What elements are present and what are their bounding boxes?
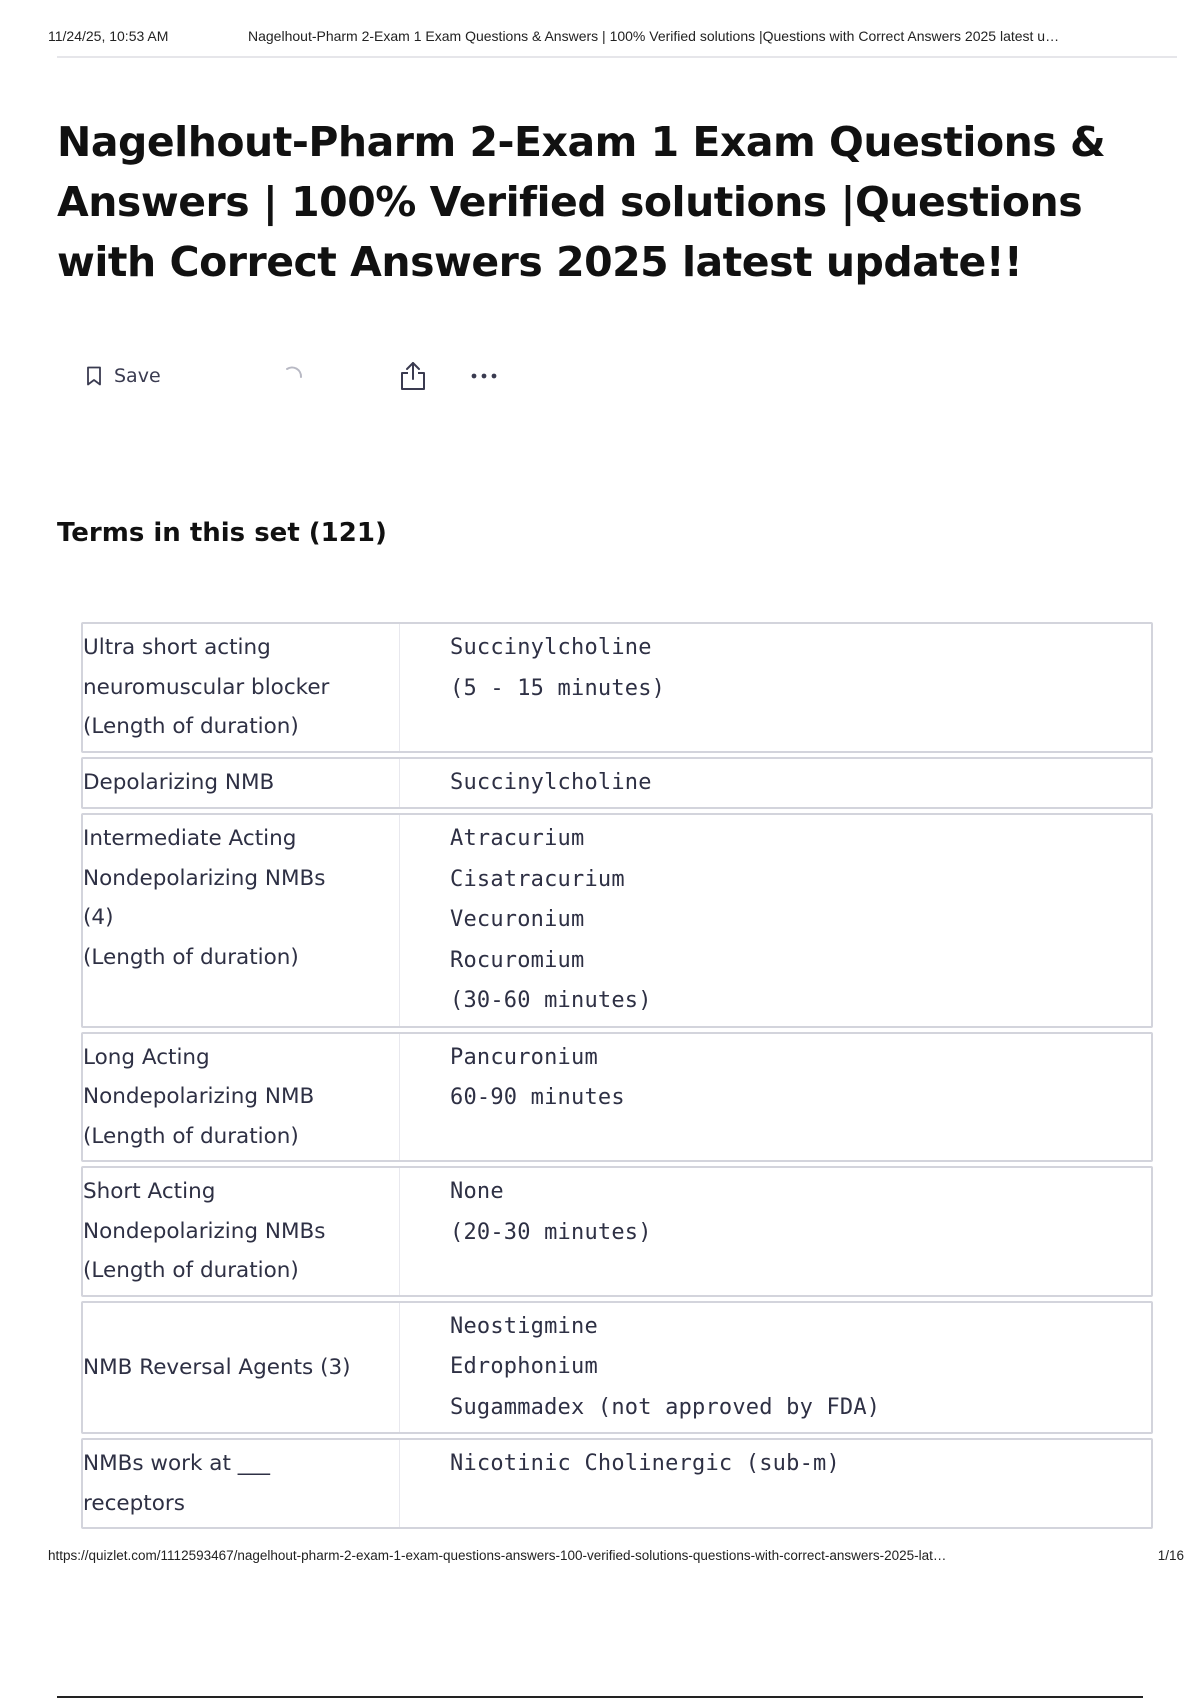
- page-number: 1/16: [1157, 1548, 1184, 1563]
- toolbar: [86, 358, 526, 394]
- print-date: 11/24/25, 10:53 AM: [48, 28, 169, 44]
- term-definition-line: 60-90 minutes: [450, 1085, 625, 1110]
- term-definition-line: Nicotinic Cholinergic (sub-m): [450, 1451, 840, 1476]
- term-word: [83, 1303, 400, 1433]
- term-word-line: Short Acting: [83, 1179, 216, 1204]
- print-doc-title: Nagelhout-Pharm 2-Exam 1 Exam Questions & Answers | 100% Verified solutions |Questions with Correct Answers 2025 latest u…: [248, 28, 1060, 44]
- term-row: [81, 622, 1153, 753]
- more-options-icon[interactable]: [466, 364, 502, 388]
- term-definition: [400, 759, 1151, 808]
- term-word: [83, 624, 400, 751]
- term-word-line: (4): [83, 905, 114, 930]
- term-word-line: Nondepolarizing NMBs: [83, 1218, 326, 1244]
- term-definition-line: Sugammadex (not approved by FDA): [450, 1394, 881, 1420]
- term-word-line: (Length of duration): [83, 1258, 299, 1283]
- term-word: [83, 815, 400, 1026]
- terms-list: [81, 622, 1153, 1538]
- term-definition-line: Vecuronium: [450, 907, 585, 932]
- term-row: [81, 1301, 1153, 1435]
- save-button[interactable]: [86, 358, 161, 394]
- term-definition-line: Rocuromium: [450, 947, 585, 973]
- term-word-line: Intermediate Acting: [83, 826, 297, 851]
- print-footer: [48, 1548, 1184, 1568]
- term-word-line: NMB Reversal Agents (3): [83, 1354, 351, 1380]
- term-row: [81, 813, 1153, 1028]
- term-definition-line: Edrophonium: [450, 1354, 598, 1379]
- share-icon[interactable]: [398, 360, 428, 392]
- term-word-line: NMBs work at ___: [83, 1451, 270, 1476]
- page-title: Nagelhout-Pharm 2-Exam 1 Exam Questions & Answers | 100% Verified solutions |Questions with Correct Answers 2025 latest update!!: [57, 118, 1106, 286]
- term-definition-line: Cisatracurium: [450, 866, 625, 892]
- term-word-line: Depolarizing NMB: [83, 769, 275, 795]
- term-word: [83, 1168, 400, 1295]
- term-word-line: receptors: [83, 1490, 185, 1516]
- term-word-line: (Length of duration): [83, 1123, 299, 1149]
- term-row: [81, 1166, 1153, 1297]
- save-label: Save: [114, 365, 161, 387]
- term-word: [83, 1034, 400, 1161]
- term-definition-line: (30-60 minutes): [450, 988, 652, 1013]
- term-definition-line: None: [450, 1179, 504, 1204]
- term-word-line: neuromuscular blocker: [83, 674, 330, 700]
- term-word: [83, 759, 400, 808]
- term-definition: [400, 1440, 1151, 1527]
- terms-heading: Terms in this set (121): [57, 518, 387, 548]
- term-word-line: (Length of duration): [83, 714, 299, 739]
- term-definition-line: Succinylcholine: [450, 769, 652, 795]
- term-definition: [400, 815, 1151, 1026]
- term-word-line: Ultra short acting: [83, 635, 271, 660]
- term-definition-line: (20-30 minutes): [450, 1219, 652, 1245]
- loading-spinner-icon: [279, 362, 307, 390]
- term-definition-line: (5 - 15 minutes): [450, 675, 666, 701]
- term-row: [81, 757, 1153, 810]
- term-definition: [400, 1168, 1151, 1295]
- bookmark-icon: [86, 366, 102, 386]
- print-header: [48, 28, 1176, 50]
- term-definition-line: Pancuronium: [450, 1044, 598, 1070]
- term-word-line: (Length of duration): [83, 944, 299, 970]
- term-definition: [400, 624, 1151, 751]
- term-word-line: Nondepolarizing NMB: [83, 1084, 315, 1109]
- term-word-line: Nondepolarizing NMBs: [83, 865, 326, 891]
- term-definition-line: Neostigmine: [450, 1313, 598, 1339]
- term-row: [81, 1438, 1153, 1529]
- term-row: [81, 1032, 1153, 1163]
- term-word-line: Long Acting: [83, 1044, 210, 1070]
- print-url: https://quizlet.com/1112593467/nagelhout-pharm-2-exam-1-exam-questions-answers-100-verified-solutions-questions-with-correct-answers-2025-lat…: [48, 1548, 947, 1563]
- term-definition-line: Succinylcholine: [450, 635, 652, 660]
- term-definition: [400, 1034, 1151, 1161]
- term-definition: [400, 1303, 1151, 1433]
- page-bottom-divider: [57, 1696, 1143, 1698]
- term-definition-line: Atracurium: [450, 826, 585, 851]
- header-divider: [57, 56, 1177, 58]
- term-word: [83, 1440, 400, 1527]
